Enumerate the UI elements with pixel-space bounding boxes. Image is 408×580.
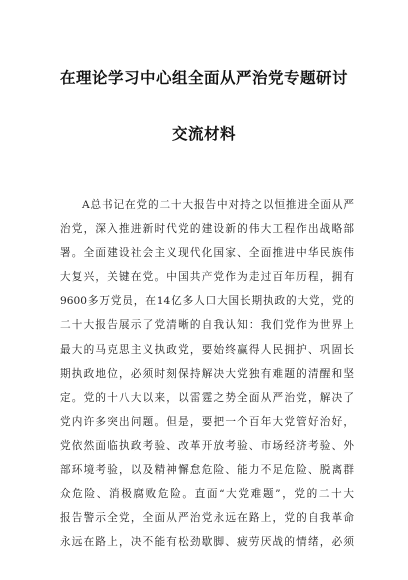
paragraph-line: 大复兴，关键在党。中国共产党作为走过百年历程，拥有 [60,271,354,284]
paragraph-line: 永远在路上，决不能有松劲歇脚、疲劳厌战的情绪，必须 [60,536,354,549]
paragraph-line: 部环境考验，以及精神懈怠危险、能力不足危险、脱离群 [60,464,354,477]
paragraph-line: 最大的马克思主义执政党，要始终赢得人民拥护、巩固长 [60,343,354,356]
paragraph-line: 报告警示全党，全面从严治党永远在路上，党的自我革命 [60,512,354,525]
document-subtitle: 交流材料 [171,125,236,143]
document-body [60,193,354,554]
paragraph-line: 二十大报告展示了党清晰的自我认知：我们党作为世界上 [60,319,354,332]
paragraph-line: 期执政地位，必须时刻保持解决大党独有难题的清醒和坚 [60,367,354,380]
document-title: 在理论学习中心组全面从严治党专题研讨 [59,69,348,87]
paragraph-line: A总书记在党的二十大报告中对持之以恒推进全面从严 [82,199,354,211]
paragraph-line: 9600多万党员，在14亿多人口大国长期执政的大党，党的 [60,295,354,308]
paragraph-line: 治党，深入推进新时代党的建设新的伟大工程作出战略部 [60,223,354,236]
paragraph-line: 署。全面建设社会主义现代化国家、全面推进中华民族伟 [60,247,354,260]
paragraph-line: 党内许多突出问题。但是，要把一个百年大党管好治好， [60,415,354,428]
paragraph-line: 众危险、消极腐败危险。直面“大党难题”，党的二十大 [60,488,354,501]
paragraph-line: 定。党的十八大以来，以雷霆之势全面从严治党，解决了 [60,391,354,404]
paragraph-line: 党依然面临执政考验、改革开放考验、市场经济考验、外 [60,439,354,452]
